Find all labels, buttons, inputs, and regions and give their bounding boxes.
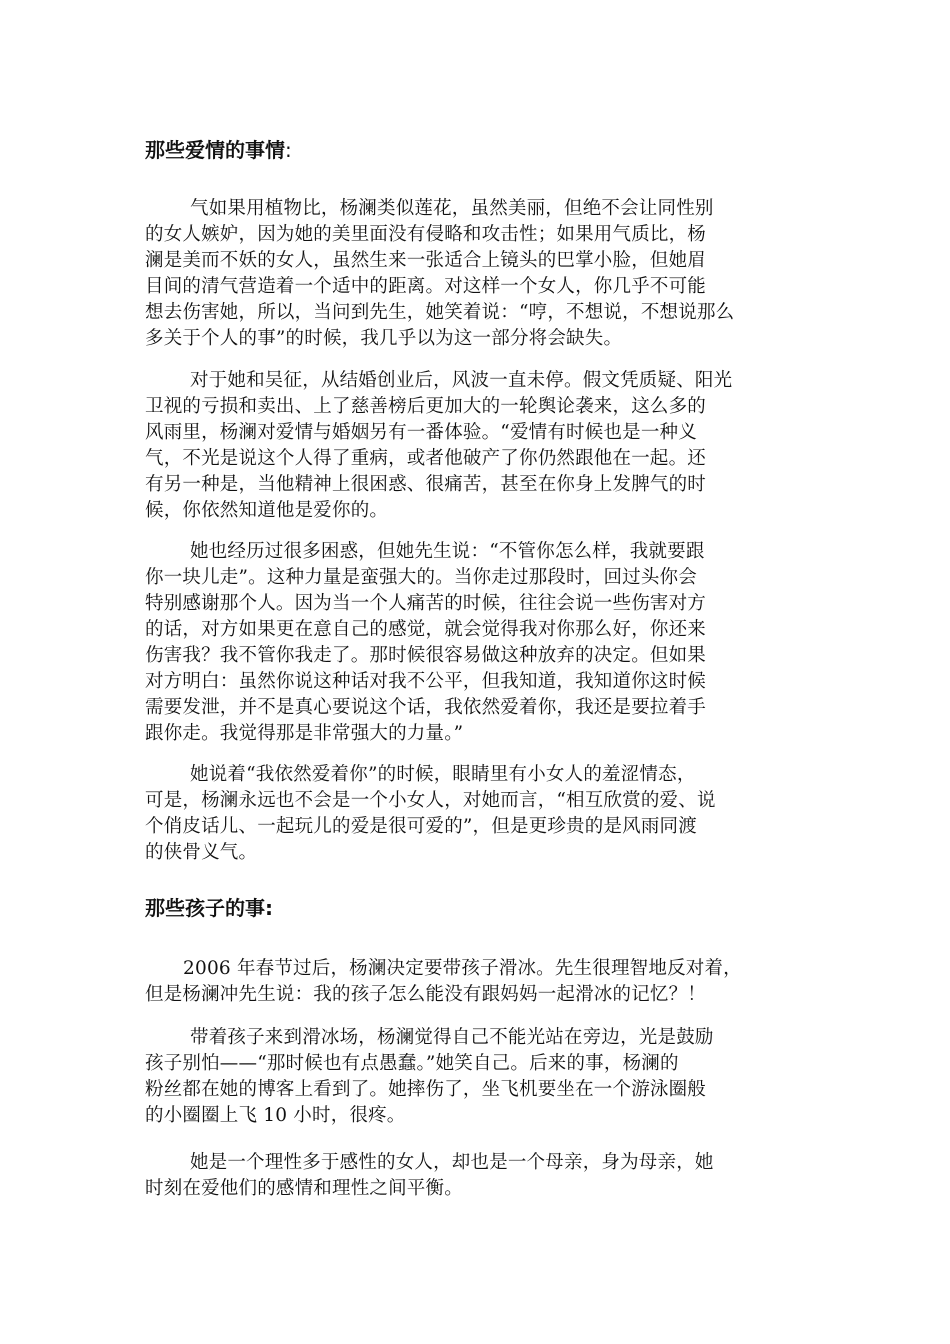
text-line: 个俏皮话儿、一起玩儿的爱是很可爱的”，但是更珍贵的是风雨同渡 bbox=[145, 816, 697, 837]
text-line: 澜是美而不妖的女人，虽然生来一张适合上镜头的巴掌小脸，但她眉 bbox=[145, 250, 707, 271]
text-line: 有另一种是，当他精神上很困惑、很痛苦，甚至在你身上发脾气的时 bbox=[145, 474, 707, 495]
heading-text: 那些孩子的事: bbox=[145, 896, 273, 920]
paragraph bbox=[145, 762, 810, 866]
text-line: 的话，对方如果更在意自己的感觉，就会觉得我对你那么好，你还来 bbox=[145, 619, 707, 640]
text-line: 她说着“我依然爱着你”的时候，眼睛里有小女人的羞涩情态， bbox=[190, 764, 696, 785]
text-line: 需要发泄，并不是真心要说这个话，我依然爱着你，我还是要拉着手 bbox=[145, 697, 707, 718]
paragraph bbox=[145, 196, 810, 352]
text-line: 想去伤害她，所以，当问到先生，她笑着说：“哼，不想说，不想说那么 bbox=[145, 302, 735, 323]
text-line: 孩子别怕——“那时候也有点愚蠢。”她笑自己。后来的事，杨澜的 bbox=[145, 1053, 679, 1074]
section-heading-children bbox=[145, 894, 273, 922]
text-line: 伤害我？我不管你我走了。那时候很容易做这种放弃的决定。但如果 bbox=[145, 645, 707, 666]
text-line: 的侠骨义气。 bbox=[145, 842, 258, 863]
paragraph bbox=[145, 956, 810, 1008]
text-line: 对方明白：虽然你说这种话对我不公平，但我知道，我知道你这时候 bbox=[145, 671, 707, 692]
text-line: 气如果用植物比，杨澜类似莲花，虽然美丽，但绝不会让同性别 bbox=[190, 198, 714, 219]
heading-colon: : bbox=[285, 138, 292, 162]
text-line: 她也经历过很多困惑，但她先生说：“不管你怎么样，我就要跟 bbox=[190, 541, 705, 562]
text-line: 气，不光是说这个人得了重病，或者他破产了你仍然跟他在一起。还 bbox=[145, 448, 707, 469]
text-line: 时刻在爱他们的感情和理性之间平衡。 bbox=[145, 1178, 463, 1199]
text-line: 多关于个人的事”的时候，我几乎以为这一部分将会缺失。 bbox=[145, 328, 623, 349]
text-line: 风雨里，杨澜对爱情与婚姻另有一番体验。“爱情有时候也是一种义 bbox=[145, 422, 697, 443]
text-line: 跟你走。我觉得那是非常强大的力量。” bbox=[145, 723, 464, 744]
text-line: 的小圈圈上飞 10 小时，很疼。 bbox=[145, 1105, 406, 1126]
paragraph bbox=[145, 1150, 810, 1202]
text-line: 带着孩子来到滑冰场，杨澜觉得自己不能光站在旁边，光是鼓励 bbox=[190, 1027, 714, 1048]
text-line: 但是杨澜冲先生说：我的孩子怎么能没有跟妈妈一起滑冰的记忆？！ bbox=[145, 984, 707, 1005]
text-line: 她是一个理性多于感性的女人，却也是一个母亲，身为母亲，她 bbox=[190, 1152, 714, 1173]
section-heading-love bbox=[145, 136, 292, 164]
paragraph bbox=[145, 1025, 810, 1129]
text-line: 候，你依然知道他是爱你的。 bbox=[145, 500, 389, 521]
text-line: 特别感谢那个人。因为当一个人痛苦的时候，往往会说一些伤害对方 bbox=[145, 593, 707, 614]
text-line: 2006 年春节过后，杨澜决定要带孩子滑冰。先生很理智地反对着， bbox=[183, 958, 742, 979]
paragraph bbox=[145, 368, 810, 524]
text-line: 你一块儿走”。这种力量是蛮强大的。当你走过那段时，回过头你会 bbox=[145, 567, 697, 588]
text-line: 卫视的亏损和卖出、上了慈善榜后更加大的一轮舆论袭来，这么多的 bbox=[145, 396, 707, 417]
heading-text: 那些爱情的事情 bbox=[145, 138, 285, 162]
text-line: 可是，杨澜永远也不会是一个小女人，对她而言，“相互欣赏的爱、说 bbox=[145, 790, 716, 811]
text-line: 对于她和吴征，从结婚创业后，风波一直未停。假文凭质疑、阳光 bbox=[190, 370, 733, 391]
text-line: 目间的清气营造着一个适中的距离。对这样一个女人，你几乎不可能 bbox=[145, 276, 707, 297]
text-line: 粉丝都在她的博客上看到了。她摔伤了，坐飞机要坐在一个游泳圈般 bbox=[145, 1079, 707, 1100]
text-line: 的女人嫉妒，因为她的美里面没有侵略和攻击性；如果用气质比，杨 bbox=[145, 224, 707, 245]
paragraph bbox=[145, 539, 810, 747]
